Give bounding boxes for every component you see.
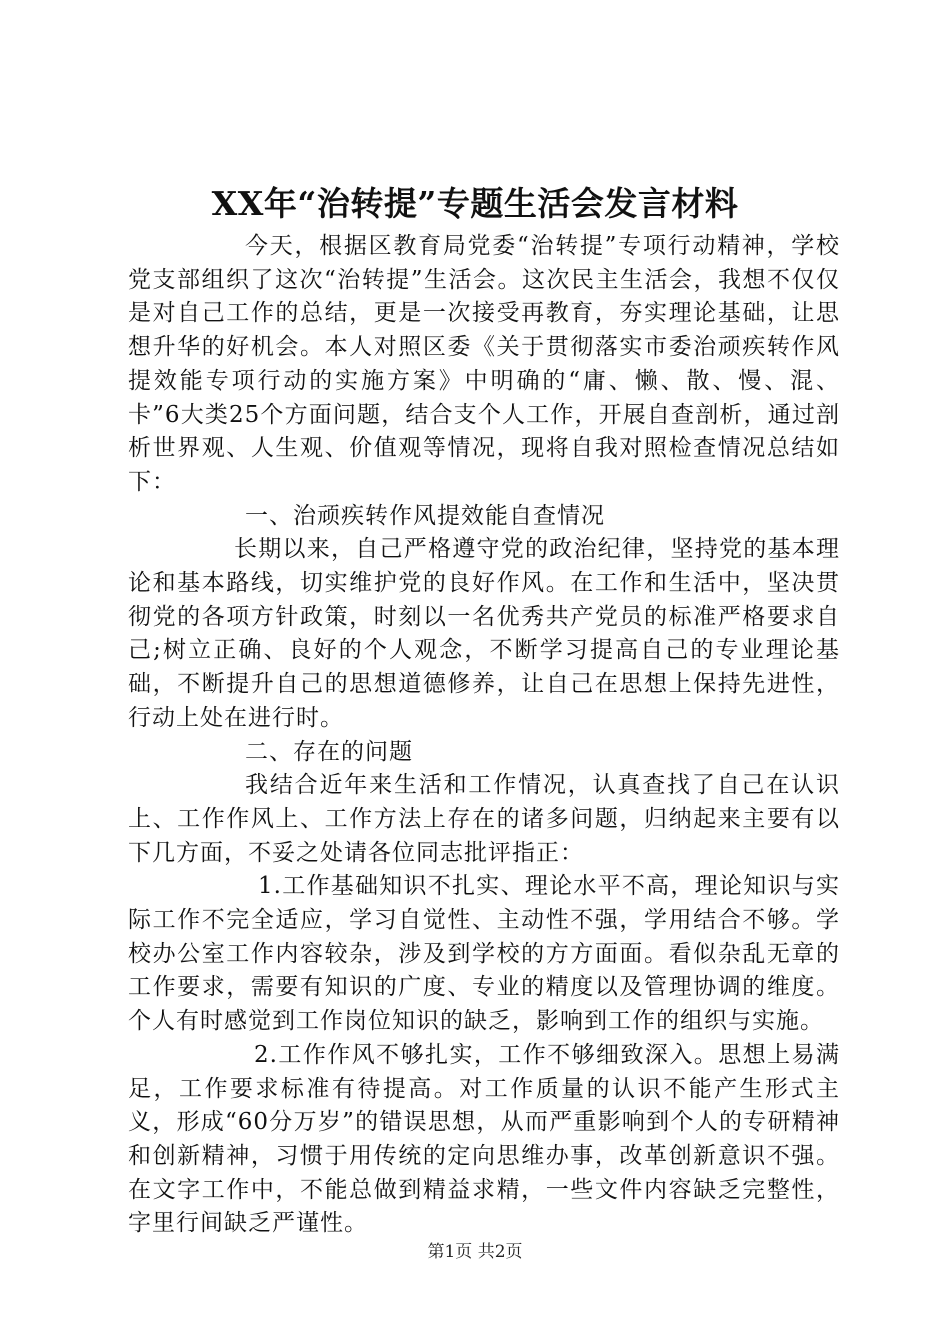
intro-paragraph: 今天，根据区教育局党委“治转提”专项行动精神，学校党支部组织了这次“治转提”生活会。这次民主生活会，我想不仅仅是对自己工作的总结，更是一次接受再教育，夯实理论基础，让思想升华的好机会。本人对照区委《关于贯彻落实市委治顽疾转作风提效能专项行动的实施方案》中明确的“庸、懒、散、慢、混、卡”6大类25个方面问题，结合支个人工作，开展自查剖析，通过剖析世界观、人生观、价值观等情况，现将自我对照检查情况总结如下： — [128, 233, 840, 495]
section-2-intro-paragraph: 我结合近年来生活和工作情况，认真查找了自己在认识上、工作作风上、工作方法上存在的诸多问题，归纳起来主要有以下几方面，不妥之处请各位同志批评指正： — [128, 772, 840, 866]
section-heading-1: 一、治顽疾转作风提效能自查情况 — [245, 502, 605, 529]
document-body — [128, 230, 840, 1241]
page-footer: 第1页 共2页 — [427, 1242, 523, 1262]
document-title: XX年“治转提”专题生活会发言材料 — [211, 184, 739, 223]
problem-item-2: 2.工作作风不够扎实，工作不够细致深入。思想上易满足，工作要求标准有待提高。对工作质量的认识不能产生形式主义，形成“60分万岁”的错误思想，从而严重影响到个人的专研精神和创新精神，习惯于用传统的定向思维办事，改革创新意识不强。在文字工作中，不能总做到精益求精，一些文件内容缺乏完整性，字里行间缺乏严谨性。 — [128, 1041, 840, 1237]
section-1-paragraph: 长期以来，自己严格遵守党的政治纪律，坚持党的基本理论和基本路线，切实维护党的良好作风。在工作和生活中，坚决贯彻党的各项方针政策，时刻以一名优秀共产党员的标准严格要求自己;树立正确、良好的个人观念，不断学习提高自己的专业理论基础，不断提升自己的思想道德修养，让自己在思想上保持先进性，行动上处在进行时。 — [128, 536, 840, 731]
section-heading-2: 二、存在的问题 — [245, 738, 413, 765]
problem-item-1: 1.工作基础知识不扎实、理论水平不高，理论知识与实际工作不完全适应，学习自觉性、主动性不强，学用结合不够。学校办公室工作内容较杂，涉及到学校的方方面面。看似杂乱无章的工作要求，需要有知识的广度、专业的精度以及管理协调的维度。个人有时感觉到工作岗位知识的缺乏，影响到工作的组织与实施。 — [128, 873, 840, 1035]
